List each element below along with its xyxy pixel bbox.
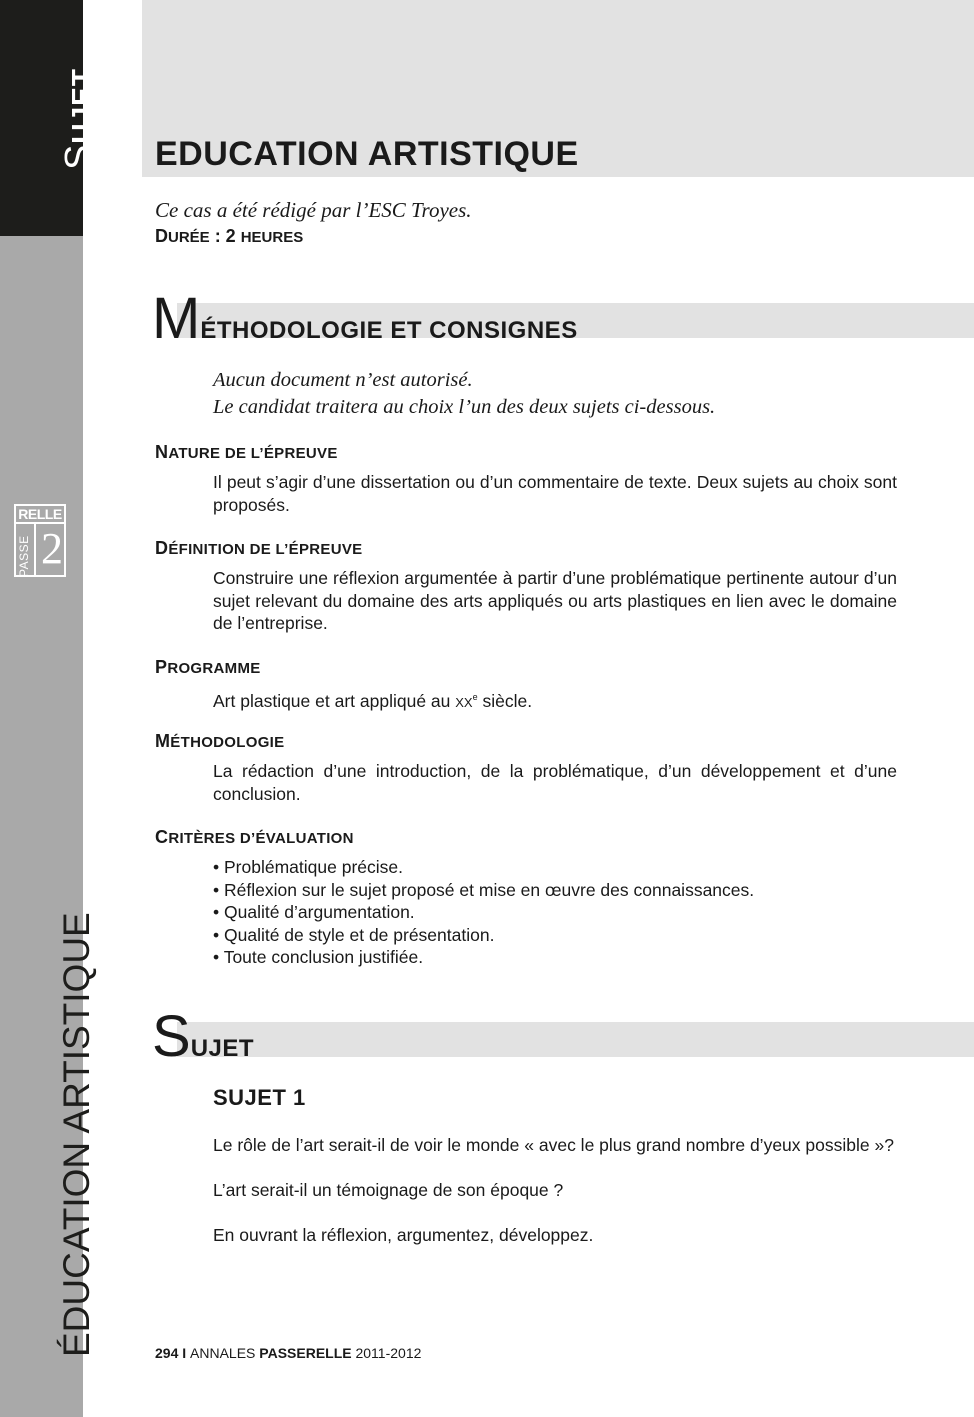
section-heading-sujet: SUJET: [152, 1004, 255, 1069]
definition-text: Construire une réflexion argumentée à partir d’une problématique pertinente autour d’un sujet relevant du domaine des arts appliqués ou arts plastiques en lien avec le domaine de l’entreprise.: [213, 568, 897, 633]
programme-text: Art plastique et art appliqué au XXe siècle.: [213, 690, 533, 711]
criteria-list: [213, 856, 897, 969]
list-item: • Qualité d’argumentation.: [213, 901, 897, 924]
subheading-methodologie: MÉTHODOLOGIE: [155, 731, 285, 751]
section-heading-methodology: MÉTHODOLOGIE ET CONSIGNES: [152, 286, 578, 351]
note-line: Aucun document n’est autorisé.: [213, 369, 473, 391]
methodologie-text: La rédaction d’une introduction, de la problématique, d’un développement et d’une conclusion.: [213, 761, 897, 804]
instructions-notes: [213, 367, 715, 421]
intro-line: Ce cas a été rédigé par l’ESC Troyes.: [155, 198, 472, 222]
nature-text: Il peut s’agir d’une dissertation ou d’un commentaire de texte. Deux sujets au choix sont proposés.: [213, 472, 897, 515]
passerelle-logo: RELLE PASSE 2: [14, 504, 66, 577]
duration-line: DURÉE : 2 HEURES: [155, 226, 304, 246]
page-number: 294: [155, 1345, 179, 1361]
page-title: EDUCATION ARTISTIQUE: [155, 135, 579, 173]
subheading-programme: PROGRAMME: [155, 657, 261, 677]
list-item: • Problématique précise.: [213, 856, 897, 879]
sidebar-subject-label: ÉDUCATION ARTISTIQUE: [56, 912, 97, 1357]
subheading-nature: NATURE DE L’ÉPREUVE: [155, 442, 338, 462]
list-item: • Qualité de style et de présentation.: [213, 924, 897, 947]
sujet-1-instruction: En ouvrant la réflexion, argumentez, développez.: [213, 1225, 594, 1245]
sidebar-section-label: SUJET: [58, 68, 100, 170]
sujet-1-question-2: L’art serait-il un témoignage de son époque ?: [213, 1180, 564, 1200]
sujet-1-question: Le rôle de l’art serait-il de voir le monde « avec le plus grand nombre d’yeux possible »?: [213, 1135, 894, 1155]
page-footer: 294 I ANNALES PASSERELLE 2011-2012: [155, 1345, 422, 1361]
sujet-1-title: SUJET 1: [213, 1085, 306, 1110]
criteria-list-container: [213, 856, 897, 969]
note-line: Le candidat traitera au choix l’un des deux sujets ci-dessous.: [213, 396, 716, 418]
subheading-criteres: CRITÈRES D’ÉVALUATION: [155, 827, 354, 847]
list-item: • Toute conclusion justifiée.: [213, 946, 897, 969]
list-item: • Réflexion sur le sujet proposé et mise en œuvre des connaissances.: [213, 879, 897, 902]
subheading-definition: DÉFINITION DE L’ÉPREUVE: [155, 538, 363, 558]
section-band-sujet: [177, 1022, 974, 1057]
